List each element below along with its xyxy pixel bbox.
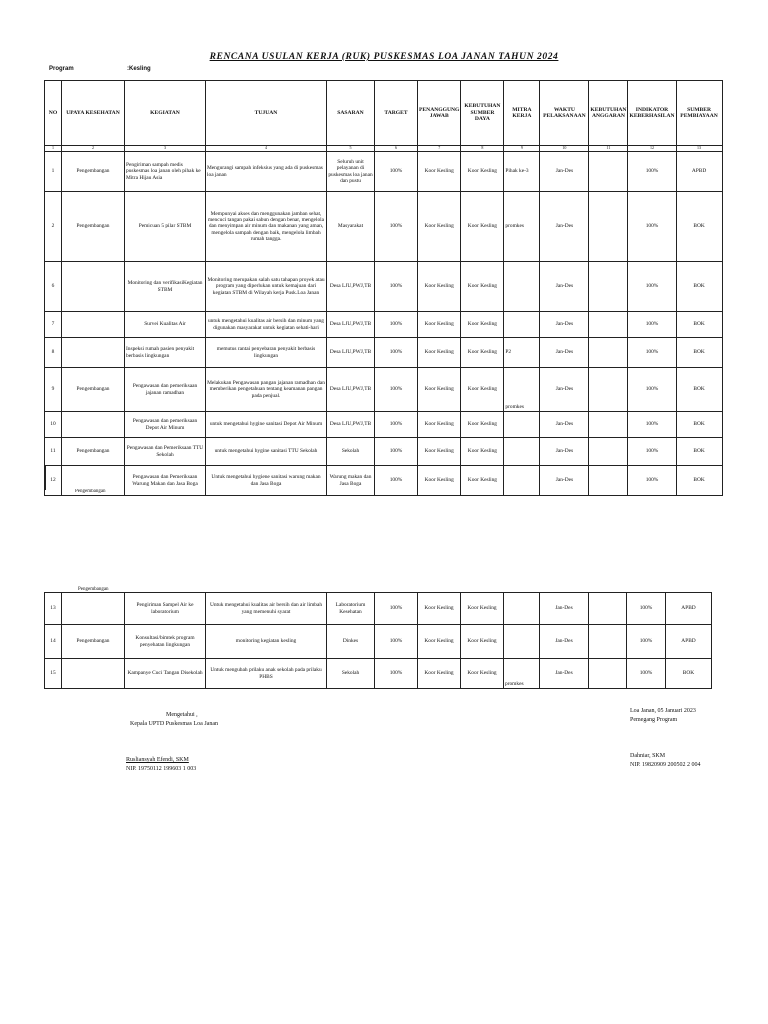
cell-mitra bbox=[504, 466, 540, 496]
table-row bbox=[45, 368, 723, 412]
cell-upaya bbox=[62, 312, 125, 338]
cell-no: 14 bbox=[45, 625, 62, 659]
cell-indikator: 100% bbox=[627, 593, 666, 625]
cell-no: 12 bbox=[45, 466, 62, 496]
cell-no: 1 bbox=[45, 152, 62, 192]
cell-sasaran: Desa LJU,PWJ,TB bbox=[327, 312, 375, 338]
cell-waktu: Jan-Des bbox=[540, 312, 589, 338]
cell-tujuan: untuk mengetahui hygine sanitasi Depot Air Minum bbox=[206, 412, 327, 438]
col-number-cell: 13 bbox=[676, 146, 722, 152]
cell-target: 100% bbox=[375, 152, 418, 192]
pengembangan-cut-label: Pengembangan bbox=[75, 489, 106, 493]
cell-tujuan: Monitoring merupakan salah satu tahapan proyek atau program yang diperlukan untuk kemajuan dari kegiatan STBM di Wilayah kerja Pusk.Loa Janan bbox=[206, 262, 327, 312]
cell-sasaran: Desa LJU,PWJ,TB bbox=[327, 338, 375, 368]
cell-sasaran: Seluruh unit pelayanan di puskesmas loa janan dan pustu bbox=[327, 152, 375, 192]
cell-upaya bbox=[62, 338, 125, 368]
pengembangan-lower-label: Pengembangan bbox=[78, 587, 109, 592]
cell-target: 100% bbox=[375, 625, 418, 659]
sign-right-nip: NIP. 19820909 200502 2 004 bbox=[630, 762, 701, 769]
cell-no: 7 bbox=[45, 312, 62, 338]
table-row bbox=[45, 262, 723, 312]
cell-kegiatan: Pengawasan dan pemeriksaan jajanan ramadhan bbox=[125, 368, 206, 412]
table-row bbox=[45, 312, 723, 338]
cell-anggaran bbox=[589, 593, 627, 625]
cell-kegiatan: Pengawasan dan pemeriksaan Depot Air Minum bbox=[125, 412, 206, 438]
table-row bbox=[45, 593, 712, 625]
cell-mitra: P2 bbox=[504, 338, 540, 368]
col-number-cell: 7 bbox=[418, 146, 461, 152]
cell-sasaran: Desa LJU,PWJ,TB bbox=[327, 368, 375, 412]
cell-tujuan: Mempunyai akses dan menggunakan jamban sehat, mencuci tangan pakai sabun dengan benar, mengelola dan menyimpan air minum dan makanan yang aman, mengelola sampah dengan baik, mengelola limbah rumah tangga. bbox=[206, 192, 327, 262]
cell-upaya: Pengembangan bbox=[62, 438, 125, 466]
col-number-cell: 8 bbox=[461, 146, 504, 152]
program-field bbox=[49, 66, 151, 72]
cell-upaya: Pengembangan bbox=[62, 152, 125, 192]
sign-left-name: Rusliansyah Efendi, SKM bbox=[126, 757, 189, 764]
cell-no: 2 bbox=[45, 192, 62, 262]
cell-mitra: promkes bbox=[504, 368, 540, 412]
table-row bbox=[45, 625, 712, 659]
cell-kegiatan: Pengiriman sampah medis puskesmas loa janan oleh pihak ke Mitra Hijau Asia bbox=[125, 152, 206, 192]
table-row bbox=[45, 152, 723, 192]
cell-penanggung-jawab: Koor Kesling bbox=[418, 466, 461, 496]
table-row bbox=[45, 466, 723, 496]
cell-sasaran: Sekolah bbox=[327, 659, 375, 689]
col-header-penanggung-jawab: PENANGGUNG JAWAB bbox=[418, 81, 461, 146]
cell-sumber-daya: Koor Kesling bbox=[461, 438, 504, 466]
col-header-kegiatan: KEGIATAN bbox=[125, 81, 206, 146]
cell-no: 6 bbox=[45, 262, 62, 312]
col-number-cell: 11 bbox=[589, 146, 628, 152]
table-row bbox=[45, 412, 723, 438]
cell-kegiatan: Survei Kualitas Air bbox=[125, 312, 206, 338]
cell-indikator: 100% bbox=[627, 659, 666, 689]
cell-tujuan: untuk mengetahui kualitas air bersih dan minum yang digunakan masyarakat untuk kegiatan sehati-hari bbox=[206, 312, 327, 338]
cell-waktu: Jan-Des bbox=[540, 593, 589, 625]
cell-indikator: 100% bbox=[628, 152, 676, 192]
col-number-cell: 10 bbox=[540, 146, 589, 152]
cell-waktu: Jan-Des bbox=[540, 338, 589, 368]
cell-penanggung-jawab: Koor Kesling bbox=[418, 368, 461, 412]
cell-target: 100% bbox=[375, 368, 418, 412]
cell-waktu: Jan-Des bbox=[540, 152, 589, 192]
col-number-cell: 9 bbox=[504, 146, 540, 152]
cell-sumber-biaya: BOK bbox=[676, 312, 722, 338]
cell-sumber-biaya: BOK bbox=[676, 262, 722, 312]
cell-indikator: 100% bbox=[628, 262, 676, 312]
cell-penanggung-jawab: Koor Kesling bbox=[418, 152, 461, 192]
cell-sumber-biaya: APBD bbox=[666, 593, 712, 625]
cell-mitra: promkes bbox=[504, 659, 540, 689]
cell-sasaran: Desa LJU,PWJ,TB bbox=[327, 262, 375, 312]
cell-waktu: Jan-Des bbox=[540, 625, 589, 659]
col-header-sumber-daya: KEBUTUHAN SUMBER DAYA bbox=[461, 81, 504, 146]
signature-right bbox=[630, 707, 701, 770]
cell-kegiatan: Pengawasan dan Pemeriksaan TTU Sekolah bbox=[125, 438, 206, 466]
col-number-cell: 1 bbox=[45, 146, 62, 152]
cell-mitra bbox=[504, 438, 540, 466]
cell-upaya bbox=[62, 659, 125, 689]
col-number-cell: 4 bbox=[206, 146, 327, 152]
cell-sasaran: Desa LJU,PWJ,TB bbox=[327, 412, 375, 438]
cell-mitra bbox=[504, 593, 540, 625]
cell-penanggung-jawab: Koor Kesling bbox=[418, 262, 461, 312]
cell-target: 100% bbox=[375, 593, 418, 625]
cell-upaya bbox=[62, 412, 125, 438]
cell-upaya bbox=[62, 262, 125, 312]
cell-upaya: Pengembangan bbox=[62, 625, 125, 659]
col-header-waktu: WAKTU PELAKSANAAN bbox=[540, 81, 589, 146]
table-edge-mark bbox=[44, 466, 46, 490]
cell-kegiatan: Pengiriman Sampel Air ke laboratorium bbox=[125, 593, 206, 625]
table-row bbox=[45, 438, 723, 466]
sign-right-line2: Pemegang Program bbox=[630, 716, 678, 723]
program-label: Program bbox=[49, 66, 74, 72]
col-number-cell: 12 bbox=[628, 146, 676, 152]
ruk-table-top bbox=[44, 80, 723, 496]
col-header-sasaran: SASARAN bbox=[327, 81, 375, 146]
cell-waktu: Jan-Des bbox=[540, 659, 589, 689]
cell-kegiatan: Inspeksi rumah pasien penyakit berbasis lingkungan bbox=[125, 338, 206, 368]
cell-penanggung-jawab: Koor Kesling bbox=[418, 412, 461, 438]
cell-sumber-biaya: BOK bbox=[676, 368, 722, 412]
cell-sumber-biaya: BOK bbox=[676, 466, 722, 496]
cell-sumber-daya: Koor Kesling bbox=[461, 659, 504, 689]
program-value: :Kesling bbox=[127, 66, 151, 72]
cell-mitra bbox=[504, 412, 540, 438]
cell-kegiatan: Kampanye Cuci Tangan Disekolah bbox=[125, 659, 206, 689]
cell-mitra: Pihak ke-3 bbox=[504, 152, 540, 192]
cell-target: 100% bbox=[375, 192, 418, 262]
cell-waktu: Jan-Des bbox=[540, 192, 589, 262]
cell-sumber-biaya: BOK bbox=[676, 192, 722, 262]
cell-kegiatan: Monitoring dan verifikasiKegiatan STBM bbox=[125, 262, 206, 312]
cell-waktu: Jan-Des bbox=[540, 438, 589, 466]
col-header-tujuan: TUJUAN bbox=[206, 81, 327, 146]
cell-no: 11 bbox=[45, 438, 62, 466]
ruk-table-bottom bbox=[44, 592, 712, 689]
cell-sumber-biaya: BOK bbox=[676, 438, 722, 466]
cell-tujuan: Melakukan Pengawasan pangan jajanan ramadhan dan memberikan pengetahuan tentang keamanan pangan pada penjual. bbox=[206, 368, 327, 412]
col-number-cell: 5 bbox=[327, 146, 375, 152]
cell-target: 100% bbox=[375, 466, 418, 496]
cell-mitra bbox=[504, 312, 540, 338]
header-row bbox=[45, 81, 723, 146]
cell-indikator: 100% bbox=[628, 466, 676, 496]
col-header-indikator: INDIKATOR KEBERHASILAN bbox=[628, 81, 676, 146]
col-header-sumber-biaya: SUMBER PEMBIAYAAN bbox=[676, 81, 722, 146]
col-number-cell: 6 bbox=[375, 146, 418, 152]
cell-upaya bbox=[62, 593, 125, 625]
col-number-cell: 2 bbox=[62, 146, 125, 152]
cell-sasaran: Masyarakat bbox=[327, 192, 375, 262]
cell-target: 100% bbox=[375, 312, 418, 338]
cell-penanggung-jawab: Koor Kesling bbox=[418, 625, 461, 659]
cell-anggaran bbox=[589, 625, 627, 659]
cell-waktu: Jan-Des bbox=[540, 262, 589, 312]
cell-sumber-daya: Koor Kesling bbox=[461, 593, 504, 625]
cell-kegiatan: Pemicuan 5 pilar STBM bbox=[125, 192, 206, 262]
cell-anggaran bbox=[589, 152, 628, 192]
cell-tujuan: memutus rantai penyebaran penyakit berbasis lingkungan bbox=[206, 338, 327, 368]
table-row bbox=[45, 659, 712, 689]
cell-anggaran bbox=[589, 312, 628, 338]
cell-kegiatan: Pengawasan dan Pemeriksaan Warung Makan dan Jasa Boga bbox=[125, 466, 206, 496]
col-header-target: TARGET bbox=[375, 81, 418, 146]
col-header-no: NO bbox=[45, 81, 62, 146]
cell-tujuan: Mengurangi sampah infeksius yang ada di puskesmas loa janan bbox=[206, 152, 327, 192]
cell-tujuan: untuk mengetahui hygine sanitasi TTU Sekolah bbox=[206, 438, 327, 466]
cell-no: 10 bbox=[45, 412, 62, 438]
cell-tujuan: Untuk mengetahui hygiene sanitasi warung makan dan Jasa Boga bbox=[206, 466, 327, 496]
cell-penanggung-jawab: Koor Kesling bbox=[418, 192, 461, 262]
cell-tujuan: monitoring kegiatan kesling bbox=[206, 625, 327, 659]
sign-left-line1: Mengetahui , bbox=[166, 712, 198, 718]
cell-sasaran: Dinkes bbox=[327, 625, 375, 659]
cell-tujuan: Untuk mengetahui kualitas air bersih dan air limbah yang memenuhi syarat bbox=[206, 593, 327, 625]
cell-anggaran bbox=[589, 368, 628, 412]
cell-sumber-daya: Koor Kesling bbox=[461, 466, 504, 496]
cell-sasaran: Warung makan dan Jasa Boga bbox=[327, 466, 375, 496]
cell-sumber-biaya: APBD bbox=[676, 152, 722, 192]
cell-sumber-biaya: BOK bbox=[676, 412, 722, 438]
cell-no: 13 bbox=[45, 593, 62, 625]
cell-anggaran bbox=[589, 192, 628, 262]
cell-no: 9 bbox=[45, 368, 62, 412]
cell-mitra bbox=[504, 625, 540, 659]
cell-penanggung-jawab: Koor Kesling bbox=[418, 438, 461, 466]
cell-indikator: 100% bbox=[628, 312, 676, 338]
col-number-cell: 3 bbox=[125, 146, 206, 152]
cell-sumber-daya: Koor Kesling bbox=[461, 368, 504, 412]
cell-target: 100% bbox=[375, 438, 418, 466]
cell-anggaran bbox=[589, 466, 628, 496]
cell-sumber-biaya: BOK bbox=[666, 659, 712, 689]
cell-waktu: Jan-Des bbox=[540, 412, 589, 438]
cell-anggaran bbox=[589, 659, 627, 689]
cell-sumber-daya: Koor Kesling bbox=[461, 262, 504, 312]
cell-penanggung-jawab: Koor Kesling bbox=[418, 659, 461, 689]
cell-sumber-biaya: BOK bbox=[676, 338, 722, 368]
cell-waktu: Jan-Des bbox=[540, 368, 589, 412]
cell-indikator: 100% bbox=[628, 412, 676, 438]
cell-sumber-daya: Koor Kesling bbox=[461, 192, 504, 262]
cell-penanggung-jawab: Koor Kesling bbox=[418, 338, 461, 368]
cell-indikator: 100% bbox=[628, 338, 676, 368]
sign-left-nip: NIP. 19750112 199603 1 003 bbox=[126, 766, 197, 773]
cell-target: 100% bbox=[375, 338, 418, 368]
document-title: RENCANA USULAN KERJA (RUK) PUSKESMAS LOA JANAN TAHUN 2024 bbox=[209, 52, 559, 62]
cell-sumber-daya: Koor Kesling bbox=[461, 338, 504, 368]
cell-sumber-daya: Koor Kesling bbox=[461, 625, 504, 659]
sign-right-line1: Loa Janan, 05 Januari 2023 bbox=[630, 708, 696, 714]
col-header-upaya: UPAYA KESEHATAN bbox=[62, 81, 125, 146]
cell-no: 8 bbox=[45, 338, 62, 368]
cell-target: 100% bbox=[375, 412, 418, 438]
cell-sumber-daya: Koor Kesling bbox=[461, 412, 504, 438]
cell-upaya: Pengembangan bbox=[62, 192, 125, 262]
sign-left-line2: Kepala UPTD Puskesmas Loa Janan bbox=[130, 720, 218, 727]
cell-sasaran: Sekolah bbox=[327, 438, 375, 466]
cell-tujuan: Untuk mengubah prilaku anak sekolah pada prilaku PHBS bbox=[206, 659, 327, 689]
cell-indikator: 100% bbox=[628, 368, 676, 412]
col-header-anggaran: KEBUTUHAN ANGGARAN bbox=[589, 81, 628, 146]
cell-anggaran bbox=[589, 412, 628, 438]
cell-sumber-daya: Koor Kesling bbox=[461, 312, 504, 338]
cell-no: 15 bbox=[45, 659, 62, 689]
cell-anggaran bbox=[589, 262, 628, 312]
cell-indikator: 100% bbox=[628, 192, 676, 262]
cell-target: 100% bbox=[375, 262, 418, 312]
cell-target: 100% bbox=[375, 659, 418, 689]
cell-anggaran bbox=[589, 438, 628, 466]
cell-sumber-daya: Koor Kesling bbox=[461, 152, 504, 192]
cell-upaya: Pengembangan bbox=[62, 368, 125, 412]
cell-sumber-biaya: APBD bbox=[666, 625, 712, 659]
col-header-mitra: MITRA KERJA bbox=[504, 81, 540, 146]
table-row bbox=[45, 192, 723, 262]
cell-waktu: Jan-Des bbox=[540, 466, 589, 496]
cell-kegiatan: Konsultasi/bimtek program penyehatan lingkungan bbox=[125, 625, 206, 659]
sign-right-name: Dahniar, SKM bbox=[630, 753, 666, 760]
table-row bbox=[45, 338, 723, 368]
signature-left bbox=[126, 711, 218, 774]
cell-anggaran bbox=[589, 338, 628, 368]
cell-indikator: 100% bbox=[627, 625, 666, 659]
cell-sasaran: Laboratorium Kesehatan bbox=[327, 593, 375, 625]
cell-indikator: 100% bbox=[628, 438, 676, 466]
cell-mitra: promkes bbox=[504, 192, 540, 262]
cell-penanggung-jawab: Koor Kesling bbox=[418, 312, 461, 338]
cell-mitra bbox=[504, 262, 540, 312]
cell-penanggung-jawab: Koor Kesling bbox=[418, 593, 461, 625]
